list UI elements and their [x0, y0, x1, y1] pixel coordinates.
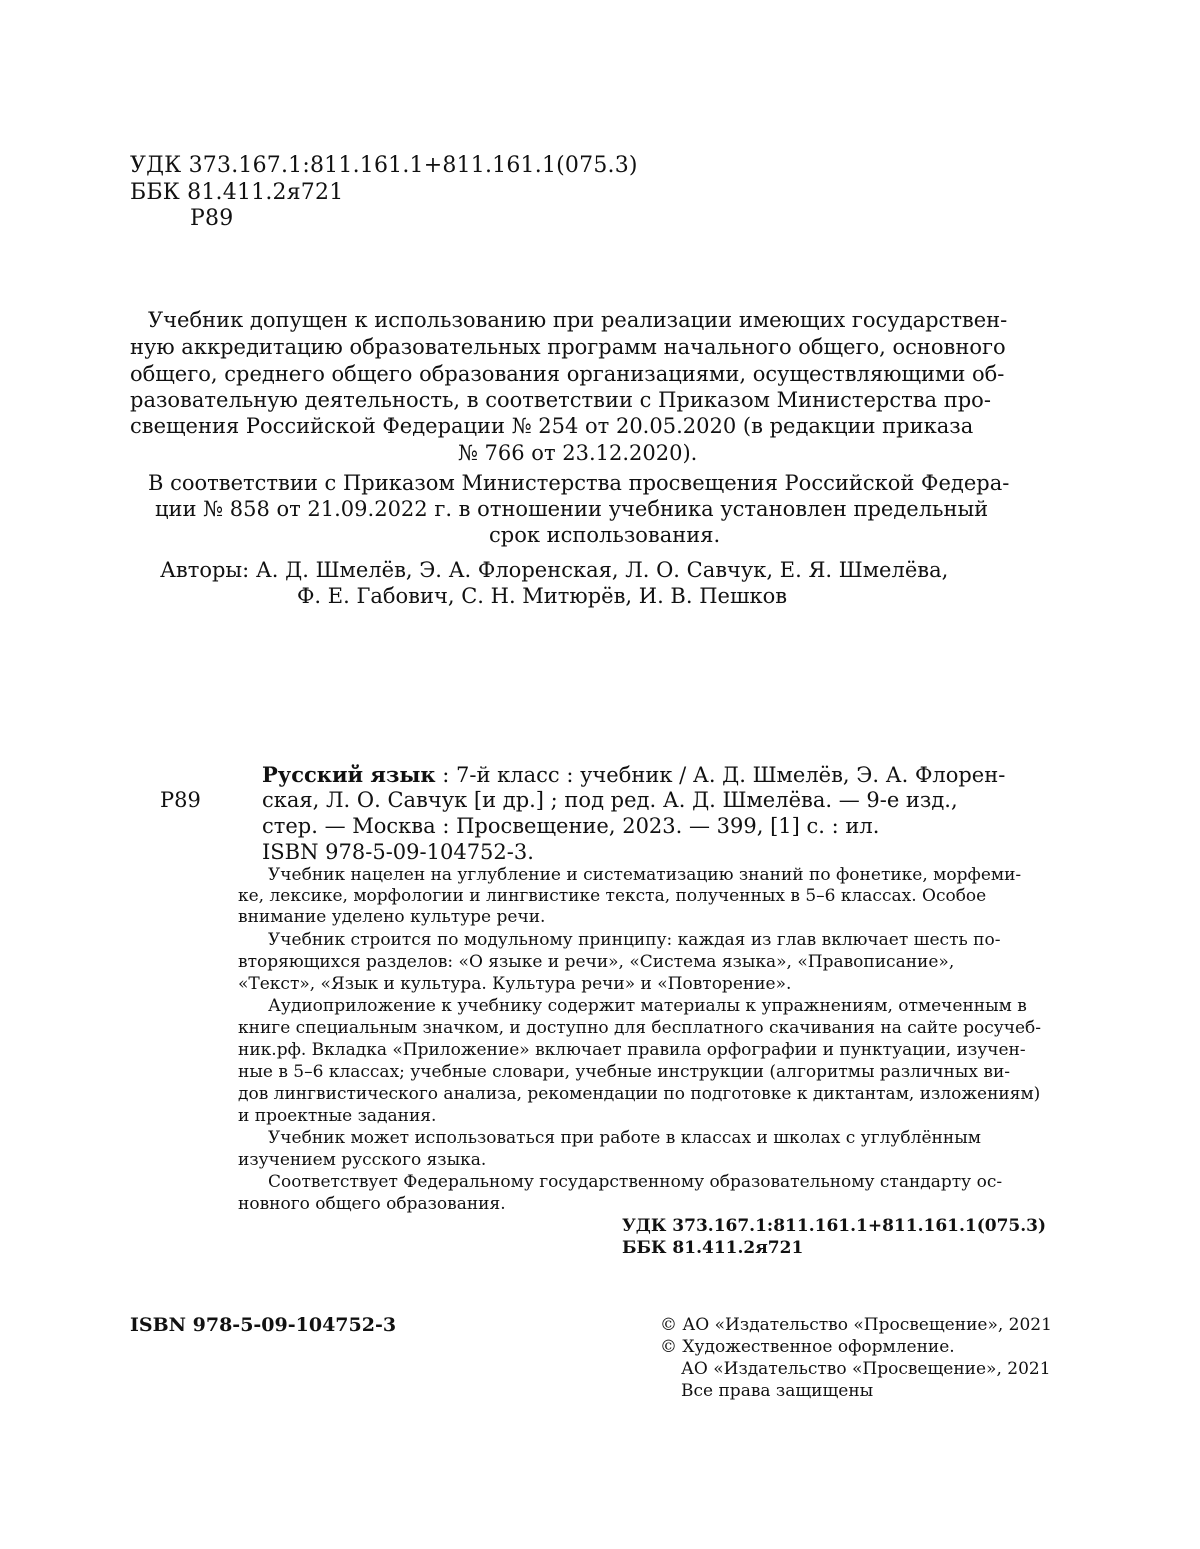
abstract-line: изучением русского языка.	[238, 1150, 487, 1170]
catalog-line-1-rest: : 7-й класс : учебник / А. Д. Шмелёв, Э. А. Флорен-	[435, 763, 1006, 787]
term-line: ции № 858 от 21.09.2022 г. в отношении учебника установлен предельный	[155, 497, 989, 521]
approval-line: общего, среднего общего образования организациями, осуществляющими об-	[130, 362, 1005, 386]
copyright-line: © АО «Издательство «Просвещение», 2021	[660, 1315, 1052, 1335]
udk-bottom: УДК 373.167.1:811.161.1+811.161.1(075.3)	[622, 1216, 1047, 1236]
catalog-line-3: стер. — Москва : Просвещение, 2023. — 399, [1] с. : ил.	[262, 814, 880, 838]
abstract-line: ке, лексике, морфологии и лингвистике текста, полученных в 5–6 классах. Особое	[238, 886, 987, 906]
authors-line: Авторы: А. Д. Шмелёв, Э. А. Флоренская, Л. О. Савчук, Е. Я. Шмелёва,	[160, 558, 949, 582]
abstract-line: книге специальным значком, и доступно для бесплатного скачивания на сайте росучеб-	[238, 1018, 1042, 1038]
abstract-line: внимание уделено культуре речи.	[238, 907, 546, 927]
abstract-line: «Текст», «Язык и культура. Культура речи» и «Повторение».	[238, 974, 792, 994]
abstract-line: Учебник может использоваться при работе в классах и школах с углублённым	[268, 1128, 981, 1148]
approval-line: свещения Российской Федерации № 254 от 20.05.2020 (в редакции приказа	[130, 414, 974, 438]
catalog-isbn: ISBN 978-5-09-104752-3.	[262, 840, 534, 864]
abstract-line: Учебник нацелен на углубление и систематизацию знаний по фонетике, морфеми-	[268, 865, 1022, 885]
abstract-line: новного общего образования.	[238, 1194, 506, 1214]
catalog-line-1	[262, 762, 1005, 787]
abstract-line: и проектные задания.	[238, 1106, 437, 1126]
footer-isbn: ISBN 978-5-09-104752-3	[130, 1314, 397, 1336]
abstract-line: Аудиоприложение к учебнику содержит материалы к упражнениям, отмеченным в	[268, 996, 1027, 1016]
catalog-line-2: ская, Л. О. Савчук [и др.] ; под ред. А. Д. Шмелёва. — 9-е изд.,	[262, 788, 958, 812]
udk-top: УДК 373.167.1:811.161.1+811.161.1(075.3)	[130, 153, 638, 178]
catalog-author-mark: Р89	[160, 788, 201, 812]
term-line: В соответствии с Приказом Министерства просвещения Российской Федера-	[148, 471, 1010, 495]
copyright-line: Все права защищены	[681, 1381, 874, 1401]
author-mark-top: Р89	[190, 206, 234, 231]
abstract-line: ные в 5–6 классах; учебные словари, учебные инструкции (алгоритмы различных ви-	[238, 1062, 1011, 1082]
abstract-line: дов лингвистического анализа, рекомендации по подготовке к диктантам, изложениям)	[238, 1084, 1041, 1104]
abstract-line: вторяющихся разделов: «О языке и речи», «Система языка», «Правописание»,	[238, 952, 955, 972]
bbk-bottom: ББК 81.411.2я721	[622, 1238, 804, 1258]
term-line: срок использования.	[489, 523, 721, 547]
approval-line: № 766 от 23.12.2020).	[458, 441, 698, 465]
bbk-top: ББК 81.411.2я721	[130, 180, 344, 205]
abstract-line: Учебник строится по модульному принципу: каждая из глав включает шесть по-	[268, 930, 1001, 950]
copyright-line: © Художественное оформление.	[660, 1337, 955, 1357]
abstract-line: ник.рф. Вкладка «Приложение» включает правила орфографии и пунктуации, изучен-	[238, 1040, 1026, 1060]
book-title: Русский язык	[262, 762, 436, 787]
approval-line: разовательную деятельность, в соответствии с Приказом Министерства про-	[130, 388, 991, 412]
approval-line: ную аккредитацию образовательных программ начального общего, основного	[130, 335, 1006, 359]
approval-line: Учебник допущен к использованию при реализации имеющих государствен-	[148, 308, 1008, 332]
abstract-line: Соответствует Федеральному государственному образовательному стандарту ос-	[268, 1172, 1003, 1192]
authors-line: Ф. Е. Габович, С. Н. Митюрёв, И. В. Пешков	[297, 584, 788, 608]
copyright-line: АО «Издательство «Просвещение», 2021	[681, 1359, 1051, 1379]
